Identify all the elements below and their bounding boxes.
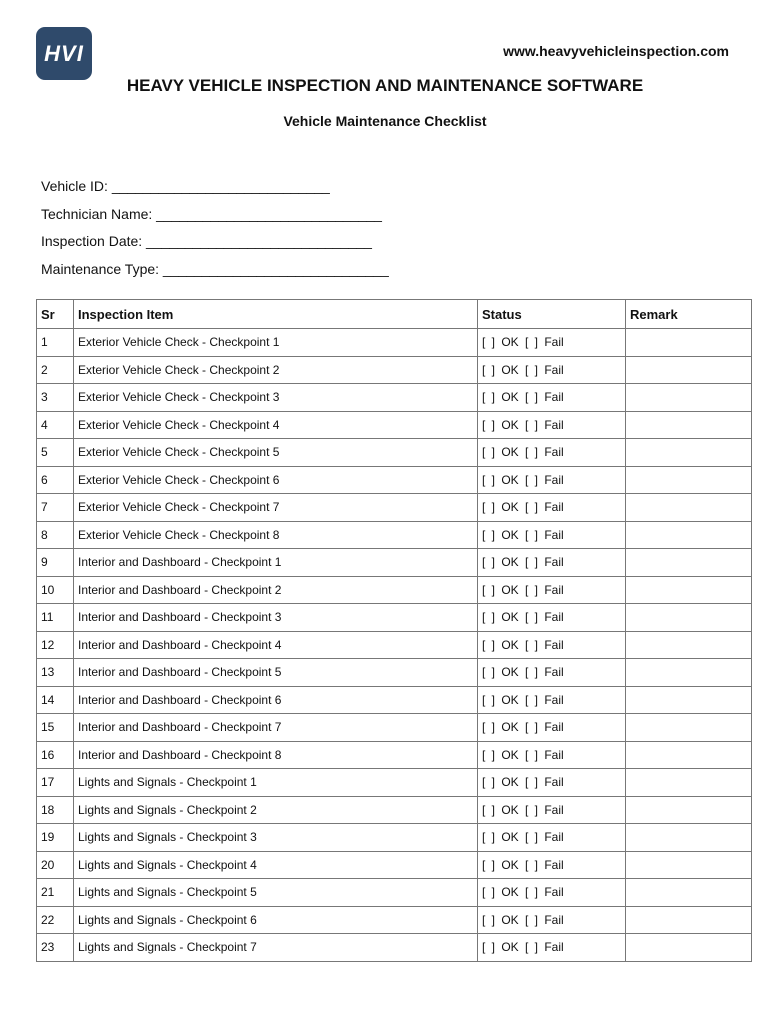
form-fields xyxy=(41,177,389,287)
row-remark[interactable] xyxy=(626,769,752,797)
row-sr: 3 xyxy=(37,384,74,412)
row-remark[interactable] xyxy=(626,741,752,769)
row-remark[interactable] xyxy=(626,521,752,549)
table-row xyxy=(37,576,752,604)
table-row xyxy=(37,906,752,934)
row-remark[interactable] xyxy=(626,879,752,907)
row-status[interactable]: [ ] OK [ ] Fail xyxy=(478,906,626,934)
table-row xyxy=(37,714,752,742)
row-status[interactable]: [ ] OK [ ] Fail xyxy=(478,604,626,632)
table-row xyxy=(37,384,752,412)
row-sr: 17 xyxy=(37,769,74,797)
header-status: Status xyxy=(478,300,626,329)
row-sr: 21 xyxy=(37,879,74,907)
row-inspection-item: Lights and Signals - Checkpoint 5 xyxy=(74,879,478,907)
row-status[interactable]: [ ] OK [ ] Fail xyxy=(478,714,626,742)
row-inspection-item: Exterior Vehicle Check - Checkpoint 8 xyxy=(74,521,478,549)
row-remark[interactable] xyxy=(626,934,752,962)
row-remark[interactable] xyxy=(626,631,752,659)
table-row xyxy=(37,494,752,522)
row-remark[interactable] xyxy=(626,576,752,604)
table-row xyxy=(37,329,752,357)
table-row xyxy=(37,686,752,714)
row-inspection-item: Interior and Dashboard - Checkpoint 7 xyxy=(74,714,478,742)
row-sr: 1 xyxy=(37,329,74,357)
table-row xyxy=(37,796,752,824)
row-inspection-item: Exterior Vehicle Check - Checkpoint 6 xyxy=(74,466,478,494)
row-inspection-item: Exterior Vehicle Check - Checkpoint 4 xyxy=(74,411,478,439)
row-sr: 22 xyxy=(37,906,74,934)
header-sr: Sr xyxy=(37,300,74,329)
row-status[interactable]: [ ] OK [ ] Fail xyxy=(478,686,626,714)
row-sr: 19 xyxy=(37,824,74,852)
row-sr: 7 xyxy=(37,494,74,522)
row-inspection-item: Exterior Vehicle Check - Checkpoint 1 xyxy=(74,329,478,357)
table-row xyxy=(37,604,752,632)
row-sr: 6 xyxy=(37,466,74,494)
page-subtitle: Vehicle Maintenance Checklist xyxy=(283,113,487,129)
row-status[interactable]: [ ] OK [ ] Fail xyxy=(478,769,626,797)
checklist-table xyxy=(36,299,752,962)
row-sr: 8 xyxy=(37,521,74,549)
row-sr: 9 xyxy=(37,549,74,577)
row-sr: 2 xyxy=(37,356,74,384)
row-status[interactable]: [ ] OK [ ] Fail xyxy=(478,934,626,962)
row-inspection-item: Lights and Signals - Checkpoint 7 xyxy=(74,934,478,962)
row-sr: 11 xyxy=(37,604,74,632)
row-inspection-item: Lights and Signals - Checkpoint 2 xyxy=(74,796,478,824)
row-sr: 13 xyxy=(37,659,74,687)
row-sr: 10 xyxy=(37,576,74,604)
row-status[interactable]: [ ] OK [ ] Fail xyxy=(478,521,626,549)
row-remark[interactable] xyxy=(626,356,752,384)
table-row xyxy=(37,934,752,962)
row-status[interactable]: [ ] OK [ ] Fail xyxy=(478,384,626,412)
row-remark[interactable] xyxy=(626,796,752,824)
row-status[interactable]: [ ] OK [ ] Fail xyxy=(478,549,626,577)
row-remark[interactable] xyxy=(626,411,752,439)
header-inspection-item: Inspection Item xyxy=(74,300,478,329)
row-status[interactable]: [ ] OK [ ] Fail xyxy=(478,659,626,687)
table-header-row xyxy=(37,300,752,329)
row-inspection-item: Interior and Dashboard - Checkpoint 8 xyxy=(74,741,478,769)
row-inspection-item: Exterior Vehicle Check - Checkpoint 5 xyxy=(74,439,478,467)
table-row xyxy=(37,356,752,384)
row-inspection-item: Lights and Signals - Checkpoint 1 xyxy=(74,769,478,797)
row-remark[interactable] xyxy=(626,714,752,742)
row-sr: 14 xyxy=(37,686,74,714)
row-sr: 4 xyxy=(37,411,74,439)
row-remark[interactable] xyxy=(626,384,752,412)
row-inspection-item: Interior and Dashboard - Checkpoint 2 xyxy=(74,576,478,604)
row-remark[interactable] xyxy=(626,851,752,879)
row-inspection-item: Interior and Dashboard - Checkpoint 6 xyxy=(74,686,478,714)
row-status[interactable]: [ ] OK [ ] Fail xyxy=(478,439,626,467)
row-remark[interactable] xyxy=(626,604,752,632)
row-status[interactable]: [ ] OK [ ] Fail xyxy=(478,466,626,494)
table-row xyxy=(37,659,752,687)
row-inspection-item: Lights and Signals - Checkpoint 3 xyxy=(74,824,478,852)
row-sr: 18 xyxy=(37,796,74,824)
row-remark[interactable] xyxy=(626,824,752,852)
table-row xyxy=(37,521,752,549)
table-row xyxy=(37,851,752,879)
row-status[interactable]: [ ] OK [ ] Fail xyxy=(478,824,626,852)
row-status[interactable]: [ ] OK [ ] Fail xyxy=(478,851,626,879)
row-remark[interactable] xyxy=(626,686,752,714)
row-sr: 20 xyxy=(37,851,74,879)
row-inspection-item: Interior and Dashboard - Checkpoint 4 xyxy=(74,631,478,659)
row-status[interactable]: [ ] OK [ ] Fail xyxy=(478,356,626,384)
row-inspection-item: Interior and Dashboard - Checkpoint 1 xyxy=(74,549,478,577)
row-remark[interactable] xyxy=(626,906,752,934)
row-status[interactable]: [ ] OK [ ] Fail xyxy=(478,879,626,907)
page-title: HEAVY VEHICLE INSPECTION AND MAINTENANCE SOFTWARE xyxy=(126,76,644,95)
row-remark[interactable] xyxy=(626,466,752,494)
row-sr: 15 xyxy=(37,714,74,742)
row-inspection-item: Lights and Signals - Checkpoint 6 xyxy=(74,906,478,934)
row-status[interactable]: [ ] OK [ ] Fail xyxy=(478,796,626,824)
row-remark[interactable] xyxy=(626,659,752,687)
website-url: www.heavyvehicleinspection.com xyxy=(503,43,729,59)
row-remark[interactable] xyxy=(626,549,752,577)
row-inspection-item: Exterior Vehicle Check - Checkpoint 3 xyxy=(74,384,478,412)
table-row xyxy=(37,769,752,797)
row-status[interactable]: [ ] OK [ ] Fail xyxy=(478,741,626,769)
table-row xyxy=(37,879,752,907)
row-remark[interactable] xyxy=(626,494,752,522)
table-row xyxy=(37,411,752,439)
row-inspection-item: Exterior Vehicle Check - Checkpoint 7 xyxy=(74,494,478,522)
table-row xyxy=(37,741,752,769)
header-remark: Remark xyxy=(626,300,752,329)
row-sr: 12 xyxy=(37,631,74,659)
row-status[interactable]: [ ] OK [ ] Fail xyxy=(478,576,626,604)
logo-text: HVI xyxy=(44,40,84,66)
row-status[interactable]: [ ] OK [ ] Fail xyxy=(478,411,626,439)
maintenance-type-field[interactable]: Maintenance Type: _____________________________ xyxy=(41,260,389,277)
row-remark[interactable] xyxy=(626,329,752,357)
hvi-logo xyxy=(36,27,92,80)
row-status[interactable]: [ ] OK [ ] Fail xyxy=(478,329,626,357)
table-row xyxy=(37,466,752,494)
row-remark[interactable] xyxy=(626,439,752,467)
table-row xyxy=(37,631,752,659)
vehicle-id-field[interactable]: Vehicle ID: ____________________________ xyxy=(41,178,330,194)
row-sr: 16 xyxy=(37,741,74,769)
row-status[interactable]: [ ] OK [ ] Fail xyxy=(478,631,626,659)
row-inspection-item: Interior and Dashboard - Checkpoint 5 xyxy=(74,659,478,687)
table-row xyxy=(37,549,752,577)
row-sr: 23 xyxy=(37,934,74,962)
table-row xyxy=(37,824,752,852)
row-status[interactable]: [ ] OK [ ] Fail xyxy=(478,494,626,522)
row-inspection-item: Interior and Dashboard - Checkpoint 3 xyxy=(74,604,478,632)
row-inspection-item: Lights and Signals - Checkpoint 4 xyxy=(74,851,478,879)
row-inspection-item: Exterior Vehicle Check - Checkpoint 2 xyxy=(74,356,478,384)
row-sr: 5 xyxy=(37,439,74,467)
inspection-date-field[interactable]: Inspection Date: _____________________________ xyxy=(41,233,372,249)
table-row xyxy=(37,439,752,467)
technician-name-field[interactable]: Technician Name: _____________________________ xyxy=(41,205,382,222)
